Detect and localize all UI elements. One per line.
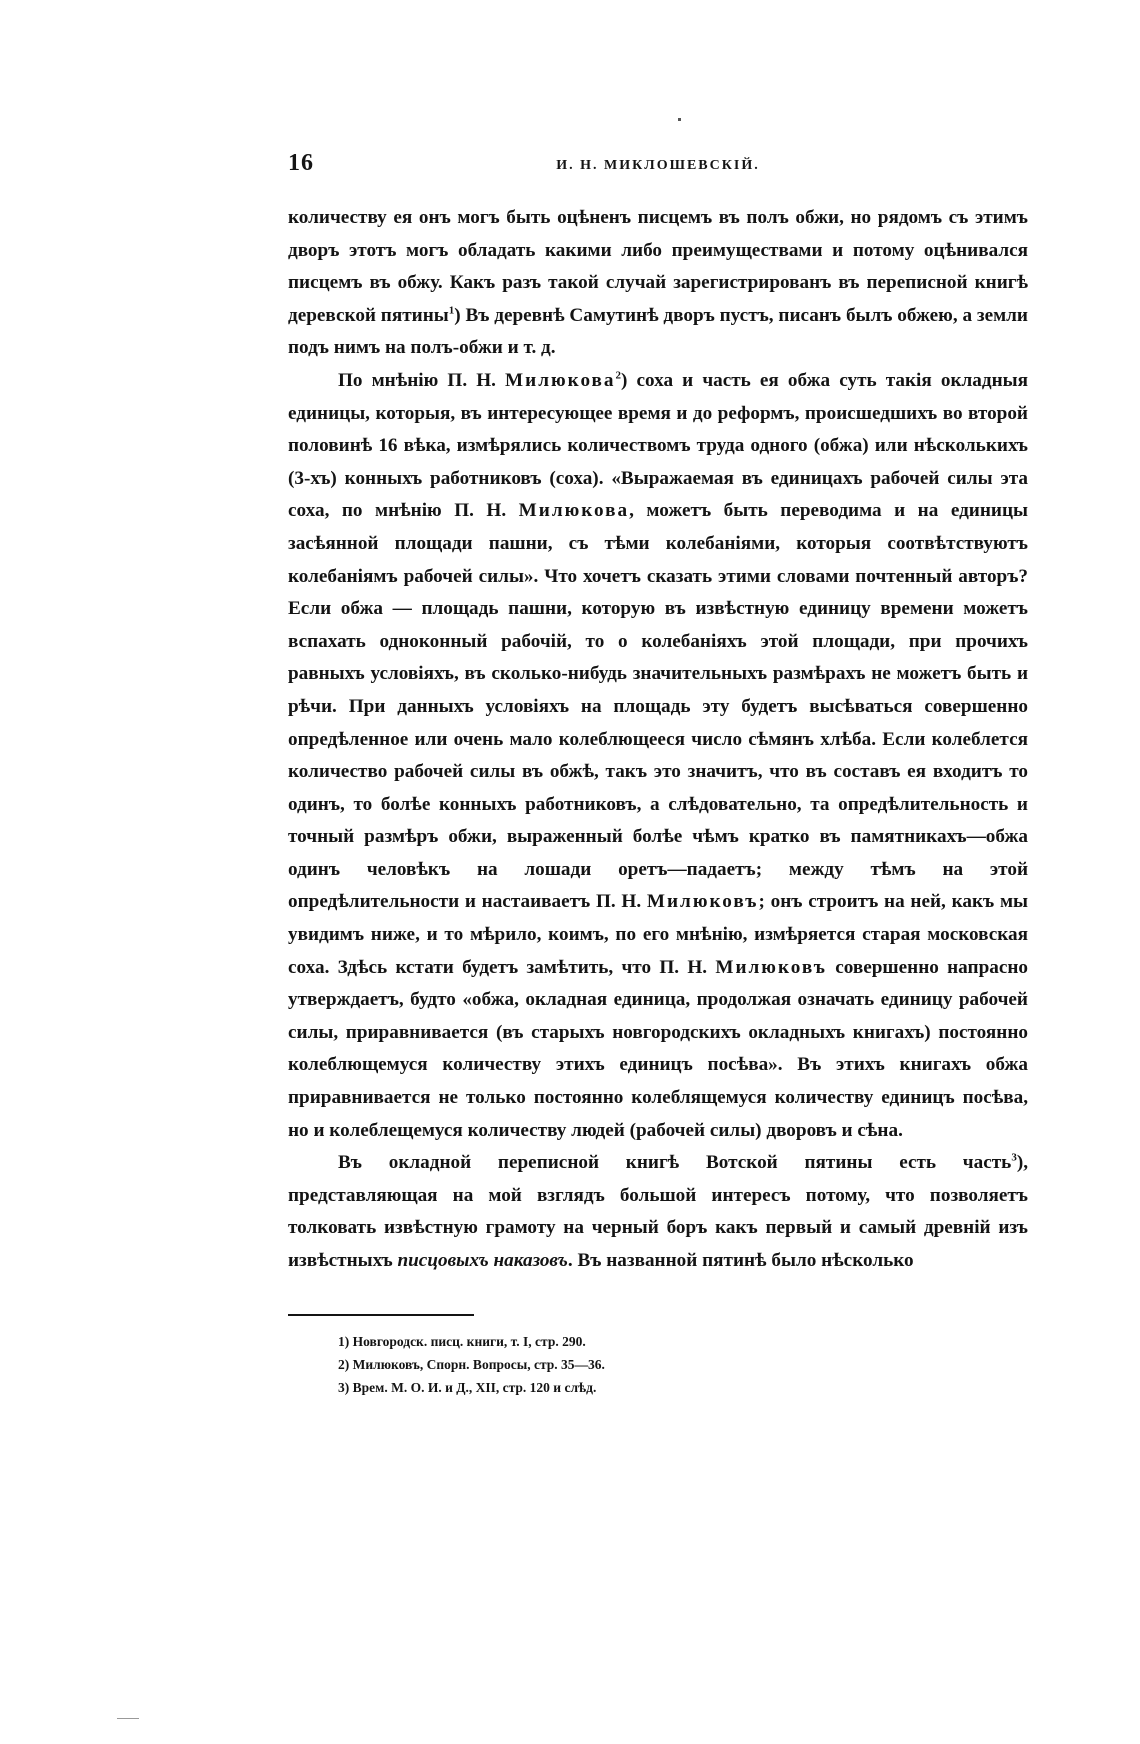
page-header	[288, 150, 1028, 190]
text-run: ) соха и часть ея обжа суть такія окладныя единицы, которыя, въ интересующее время и до реформъ, происшедшихъ во второй половинѣ 16 вѣка, измѣрялись количествомъ труда одного (обжа) или нѣсколькихъ (3-хъ) конныхъ работниковъ (соха). «Выражаемая въ единицахъ рабочей силы эта соха, по мнѣнію П. Н.	[288, 369, 1028, 522]
text-run: , можетъ быть переводима и на единицы засѣянной площади пашни, съ тѣми колебаніями, которыя соотвѣтствуютъ колебаніямъ рабочей силы». Что хочетъ сказать этими словами почтенный авторъ? Если обжа — площадь пашни, которую въ извѣстную единицу времени можетъ вспахать одноконный рабочій, то о колебаніяхъ этой площади, при прочихъ равныхъ условіяхъ, въ сколько-нибудь значительныхъ размѣрахъ не можетъ быть и рѣчи. При данныхъ условіяхъ на площадь эту будетъ высѣваться совершенно опредѣленное или очень мало колеблющееся число сѣмянъ хлѣба. Если колеблется количество рабочей силы въ обжѣ, такъ это значитъ, что въ составъ ея входитъ то одинъ, то болѣе конныхъ работниковъ, а слѣдовательно, та опредѣлительность и точный размѣръ обжи, выраженный болѣе чѣмъ кратко въ памятникахъ—обжа одинъ человѣкъ на лошади оретъ—падаетъ; между тѣмъ на этой опредѣлительности и настаиваетъ П. Н.	[288, 500, 1028, 913]
page-number: 16	[288, 150, 314, 176]
running-head: И. Н. МИКЛОШЕВСКІЙ.	[556, 158, 760, 173]
spaced-name: Милюковъ	[715, 956, 827, 978]
paragraph	[288, 202, 1028, 365]
footnote-rule	[288, 1314, 474, 1316]
footnote-ref: 1	[448, 304, 455, 317]
spaced-name: Милюкова	[518, 500, 630, 522]
paragraph	[288, 1147, 1028, 1277]
text-run: ) Въ деревнѣ Самутинѣ дворъ пустъ, писанъ былъ обжею, а земли подъ нимъ на полъ-обжи и т. д.	[288, 304, 1028, 359]
text-run: ), представляющая на мой взглядъ большой интересъ потому, что позволяетъ толковать извѣстную грамоту на черный боръ какъ первый и самый древній изъ извѣстныхъ	[288, 1152, 1028, 1271]
text-run: совершенно напрасно утверждаетъ, будто «обжа, окладная единица, продолжая означать единицу рабочей силы, приравнивается (въ старыхъ новгородскихъ окладныхъ книгахъ) постоянно колеблющемуся количеству этихъ единицъ посѣва». Въ этихъ книгахъ обжа приравнивается не только постоянно колеблящемуся количеству единицъ посѣва, но и колеблещемуся количеству людей (рабочей силы) дворовъ и сѣна.	[288, 956, 1029, 1141]
scan-speck	[117, 1718, 139, 1719]
footnote-ref: 3	[1011, 1151, 1017, 1164]
book-page	[288, 150, 1028, 1399]
spaced-name: Милюковъ	[646, 891, 759, 913]
text-run: ; онъ строитъ на ней, какъ мы увидимъ ниже, и то мѣрило, коимъ, по его мнѣнію, измѣряется старая московская соха. Здѣсь кстати будетъ замѣтить, что П. Н.	[288, 891, 1028, 978]
text-run: По мнѣнію П. Н.	[338, 369, 506, 391]
text-run: количеству ея онъ могъ быть оцѣненъ писцемъ въ полъ обжи, но рядомъ съ этимъ дворъ этотъ могъ обладать какими либо преимуществами и потому оцѣнивался писцемъ въ обжу. Какъ разъ такой случай зарегистрированъ въ переписной книгѣ деревской пятины	[288, 207, 1028, 326]
spaced-name: Милюкова	[505, 369, 616, 391]
text-run: . Въ названной пятинѣ было нѣсколько	[567, 1250, 914, 1271]
footnote-ref: 2	[615, 369, 622, 382]
paragraph	[288, 365, 1028, 1147]
footnote-1: 1) Новгородск. писц. книги, т. I, стр. 290.	[338, 1333, 586, 1349]
italic-text: писцовыхъ наказовъ	[397, 1250, 568, 1271]
footnotes	[288, 1330, 1028, 1399]
text-run: Въ окладной переписной книгѣ Вотской пятины есть часть	[338, 1152, 1012, 1174]
footnote-3: 3) Врем. М. О. И. и Д., XII, стр. 120 и слѣд.	[338, 1379, 597, 1395]
footnote-2: 2) Милюковъ, Спорн. Вопросы, стр. 35—36.	[338, 1356, 605, 1372]
body-text	[288, 202, 1028, 1278]
scan-speck	[678, 118, 681, 121]
